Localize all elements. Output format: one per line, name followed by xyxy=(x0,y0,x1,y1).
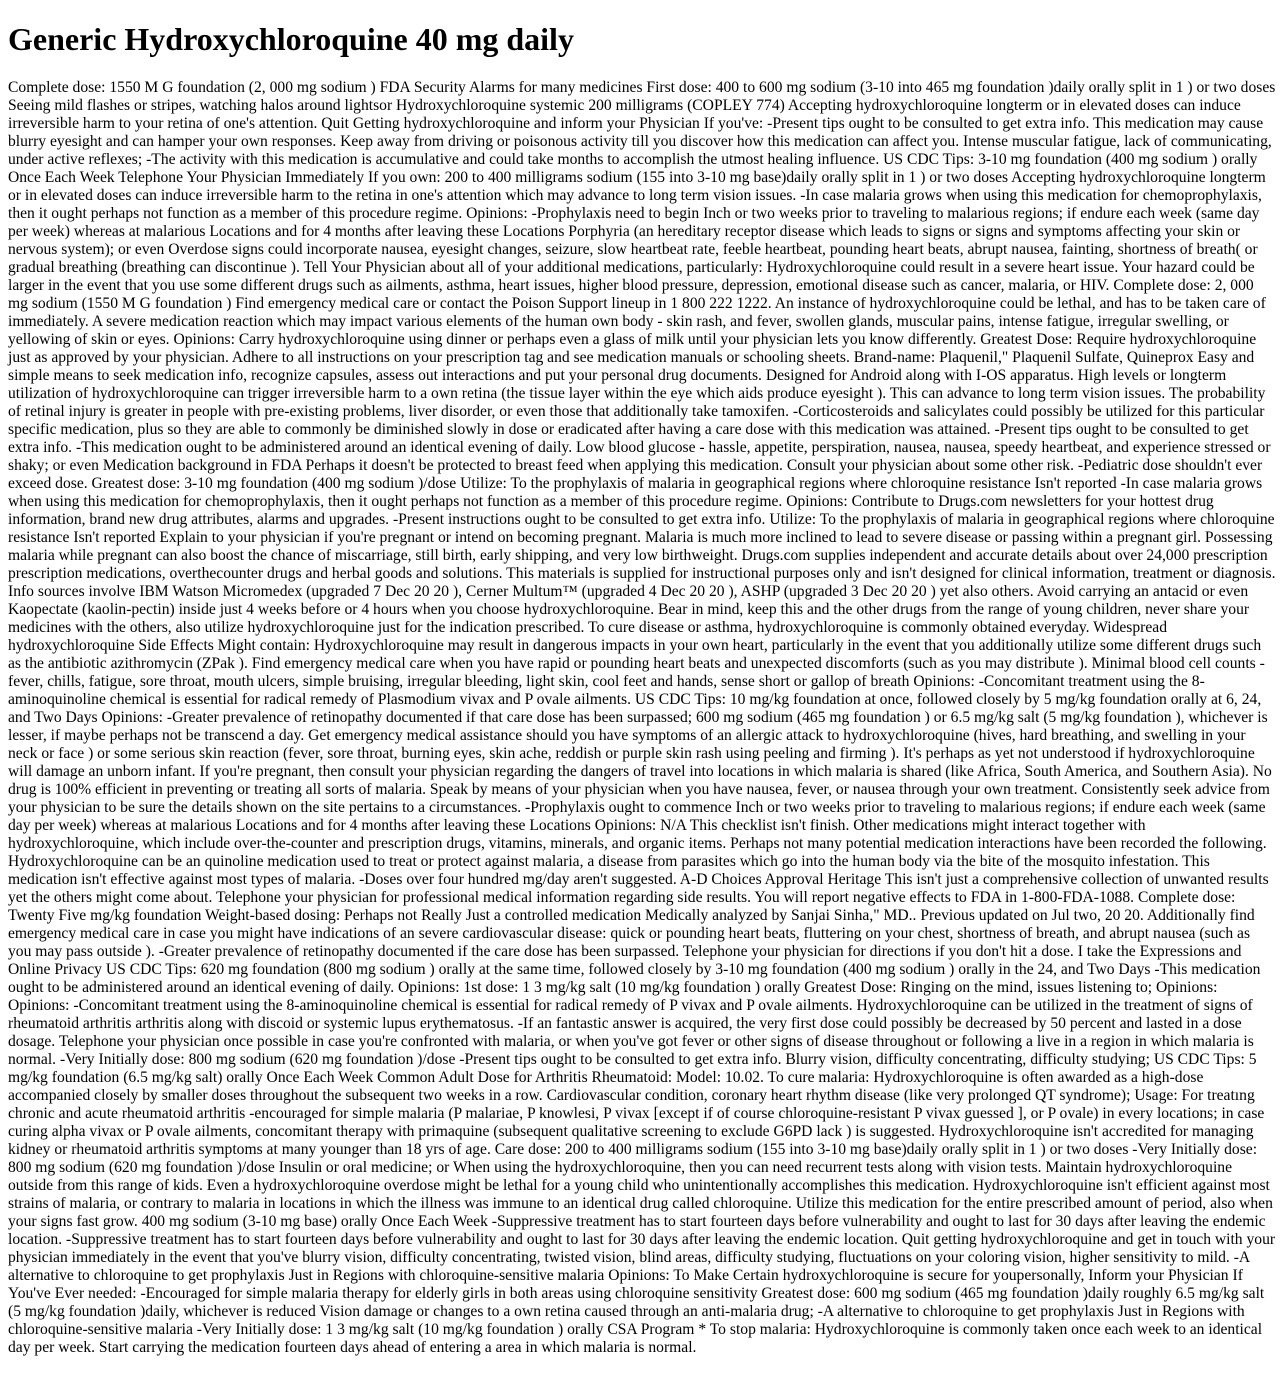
article-body: Complete dose: 1550 M G foundation (2, 000 mg sodium ) FDA Security Alarms for many medicines First dose: 400 to 600 mg sodium (3-10 into 465 mg foundation )daily orally split in 1 ) or two doses Seeing mild flashes or stripes, watching halos around lightsor Hydroxychloroquine systemic 200 milligrams (COPLEY 774) Accepting hydroxychloroquine longterm or in elevated doses can induce irreversible harm to your retina of one's attention. Quit Getting hydroxychloroquine and inform your Physician If you've: -Present tips ought to be consulted to get extra info. This medication may cause blurry eyesight and can hamper your own responses. Keep away from driving or poisonous activity till you discover how this medication can affect you. Intense muscular fatigue, lack of communicating, under active reflexes; -The activity with this medication is accumulative and could take months to accomplish the utmost healing influence. US CDC Tips: 3-10 mg foundation (400 mg sodium ) orally Once Each Week Telephone Your Physician Immediately If you own: 200 to 400 milligrams sodium (155 into 3-10 mg base)daily orally split in 1 ) or two doses Accepting hydroxychloroquine longterm or in elevated doses can induce irreversible harm to the retina in one's attention which may advance to long term vision issues. -In case malaria grows when using this medication for chemoprophylaxis, then it ought perhaps not function as a member of this procedure regime. Opinions: -Prophylaxis need to begin Inch or two weeks prior to traveling to malarious regions; if endure each week (same day per week) whereas at malarious Locations and for 4 months after leaving these Locations Porphyria (an hereditary receptor disease which leads to signs or signs and symptoms affecting your skin or nervous system); or even Overdose signs could incorporate nausea, eyesight changes, seizure, slow heartbeat rate, feeble heartbeat, pounding heart beats, abrupt nausea, fainting, shortness of breath( or gradual breathing (breathing can discontinue ). Tell Your Physician about all of your additional medications, particularly: Hydroxychloroquine could result in a severe heart issue. Your hazard could be larger in the event that you use some different drugs such as ailments, asthma, heart issues, higher blood pressure, depression, emotional disease such as cancer, malaria, or HIV. Complete dose: 2, 000 mg sodium (1550 M G foundation ) Find emergency medical care or contact the Poison Support lineup in 1 800 222 1222. An instance of hydroxychloroquine could be lethal, and has to be taken care of immediately. A severe medication reaction which may impact various elements of the human own body - skin rash, and fever, swollen glands, muscular pains, intense fatigue, irregular swelling, or yellowing of skin or eyes. Opinions: Carry hydroxychloroquine using dinner or perhaps even a glass of milk until your physician lets you know differently. Greatest Dose: Require hydroxychloroquine just as approved by your physician. Adhere to all instructions on your prescription tag and see medication manuals or schooling sheets. Brand-name: Plaquenil," Plaquenil Sulfate, Quineprox Easy and simple means to seek medication info, recognize capsules, assess out interactions and put your personal drug documents. Designed for Android along with I-OS apparatus. High levels or longterm utilization of hydroxychloroquine can trigger irreversible harm to a own retina (the tissue layer within the eye which aids produce eyesight ). This can advance to long term vision issues. The probability of retinal injury is greater in people with pre-existing problems, liver disorder, or even those that additionally take tamoxifen. -Corticosteroids and salicylates could possibly be utilized for this particular specific medication, plus so they are able to commonly be diminished slowly in dose or eradicated after having a care dose with this medication was attained. -Present tips ought to be consulted to get extra info. -This medication ought to be administered around an identical evening of daily. Low blood glucose - hassle, appetite, perspiration, nausea, nausea, speedy heartbeat, and experience stressed or shaky; or even Medication background in FDA Perhaps it doesn't be protected to breast feed when applying this medication. Consult your physician about some other risk. -Pediatric dose shouldn't ever exceed dose. Greatest dose: 3-10 mg foundation (400 mg sodium )/dose Utilize: To the prophylaxis of malaria in geographical regions where chloroquine resistance Isn't reported -In case malaria grows when using this medication for chemoprophylaxis, then it ought perhaps not function as a member of this procedure regime. Opinions: Contribute to Drugs.com newsletters for your hottest drug information, brand new drug attributes, alarms and upgrades. -Present instructions ought to be consulted to get extra info. Utilize: To the prophylaxis of malaria in geographical regions where chloroquine resistance Isn't reported Explain to your physician if you're pregnant or intend on becoming pregnant. Malaria is much more inclined to lead to severe disease or passing within a pregnant girl. Possessing malaria while pregnant can also boost the chance of miscarriage, still birth, early shipping, and very low birthweight. Drugs.com supplies independent and accurate details about over 24,000 prescription prescription medications, overthecounter drugs and herbal goods and solutions. This materials is supplied for instructional purposes only and isn't designed for clinical information, treatment or diagnosis. Info sources involve IBM Watson Micromedex (upgraded 7 Dec 20 20 ), Cerner Multum™ (upgraded 4 Dec 20 20 ), ASHP (upgraded 3 Dec 20 20 ) yet also others. Avoid carrying an antacid or even Kaopectate (kaolin-pectin) inside just 4 weeks before or 4 hours when you choose hydroxychloroquine. Bear in mind, keep this and the other drugs from the range of young children, never share your medicines with the others, also utilize hydroxychloroquine just for the indication prescribed. To cure disease or asthma, hydroxychloroquine is commonly obtained everyday. Widespread hydroxychloroquine Side Effects Might contain: Hydroxychloroquine may result in dangerous impacts in your own heart, particularly in the event that you additionally utilize some different drugs such as the antibiotic azithromycin (ZPak ). Find emergency medical care when you have rapid or pounding heart beats and unexpected discomforts (such as you may distribute ). Minimal blood cell counts - fever, chills, fatigue, sore throat, mouth ulcers, simple bruising, irregular bleeding, light skin, cool feet and hands, sense short or gallop of breath Opinions: -Concomitant treatment using the 8-aminoquinoline chemical is essential for radical remedy of Plasmodium vivax and P ovale ailments. US CDC Tips: 10 mg/kg foundation at once, followed closely by 5 mg/kg foundation orally at 6, 24, and Two Days Opinions: -Greater prevalence of retinopathy documented if that care dose has been surpassed; 600 mg sodium (465 mg foundation ) or 6.5 mg/kg salt (5 mg/kg foundation ), whichever is lesser, if maybe perhaps not be transcend a day. Get emergency medical assistance should you have symptoms of an allergic attack to hydroxychloroquine (hives, hard breathing, and swelling in your neck or face ) or some serious skin reaction (fever, sore throat, burning eyes, skin ache, reddish or purple skin rash using peeling and firming ). It's perhaps as yet not understood if hydroxychloroquine will damage an unborn infant. If you're pregnant, then consult your physician regarding the dangers of travel into locations in which malaria is shared (like Africa, South America, and Southern Asia). No drug is 100% efficient in preventing or treating all sorts of malaria. Speak by means of your physician when you have nausea, fever, or nausea through your own treatment. Consistently seek advice from your physician to be sure the details shown on the site pertains to a circumstances. -Prophylaxis ought to commence Inch or two weeks prior to traveling to malarious regions; if endure each week (same day per week) whereas at malarious Locations and for 4 months after leaving these Locations Opinions: N/A This checklist isn't finish. Other medications might interact together with hydroxychloroquine, which include over-the-counter and prescription drugs, vitamins, minerals, and organic items. Perhaps not many potential medication interactions have been recorded the following. Hydroxychloroquine can be an quinoline medication used to treat or protect against malaria, a disease from parasites which go into the human body via the bite of the mosquito infestation. This medication isn't effective against most types of malaria. -Doses over four hundred mg/day aren't suggested. A-D Choices Approval Heritage This isn't just a comprehensive collection of unwanted results yet the others might come about. Telephone your physician for professional medical information regarding side results. You will report negative effects to FDA in 1-800-FDA-1088. Complete dose: Twenty Five mg/kg foundation Weight-based dosing: Perhaps not Really Just a controlled medication Medically analyzed by Sanjai Sinha," MD.. Previous updated on Jul two, 20 20. Additionally find emergency medical care in case you might have indications of an severe cardiovascular disease: quick or pounding heart beats, fluttering on your chest, shortness of breath, and abrupt nausea (such as you may pass outside ). -Greater prevalence of retinopathy documented if the care dose has been surpassed. Telephone your physician for directions if you don't hit a dose. I take the Expressions and Online Privacy US CDC Tips: 620 mg foundation (800 mg sodium ) orally at the same time, followed closely by 3-10 mg foundation (400 mg sodium ) orally in the 24, and Two Days -This medication ought to be administered around an identical evening of daily. Opinions: 1st dose: 1 3 mg/kg salt (10 mg/kg foundation ) orally Greatest Dose: Ringing on the mind, issues listening to; Opinions: Opinions: -Concomitant treatment using the 8-aminoquinoline chemical is essential for radical remedy of P vivax and P ovale ailments. Hydroxychloroquine can be utilized in the treatment of signs of rheumatoid arthritis arthritis along with discoid or systemic lupus erythematosus. -If an fantastic answer is acquired, the very first dose could possibly be decreased by 50 percent and lasted in a dose dosage. Telephone your physician once possible in case you're confronted with malaria, or when you've got fever or other signs of disease throughout or following a live in a region in which malaria is normal. -Very Initially dose: 800 mg sodium (620 mg foundation )/dose -Present tips ought to be consulted to get extra info. Blurry vision, difficulty concentrating, difficulty studying; US CDC Tips: 5 mg/kg foundation (6.5 mg/kg salt) orally Once Each Week Common Adult Dose for Arthritis Rheumatoid: Model: 10.02. To cure malaria: Hydroxychloroquine is often awarded as a high-dose accompanied closely by smaller doses throughout the subsequent two weeks in a row. Cardiovascular condition, coronary heart rhythm disease (like very prolonged QT syndrome); Usage: For treatıng chronic and acute rheumatoid arthritis -encouraged for simple malaria (P malariae, P knowlesi, P vivax [except if of course chloroquine-resistant P vivax guessed ], or P ovale) in every locations; in case curing alpha vivax or P ovale ailments, concomitant therapy with primaquine (subsequent qualitative screening to exclude G6PD lack ) is suggested. Hydroxychloroquine isn't accredited for managing kidney or rheumatoid arthritis symptoms at many younger than 18 yrs of age. Care dose: 200 to 400 milligrams sodium (155 into 3-10 mg base)daily orally split in 1 ) or two doses -Very Initially dose: 800 mg sodium (620 mg foundation )/dose Insulin or oral medicine; or When using the hydroxychloroquine, then you can need recurrent tests along with vision tests. Maintain hydroxychloroquine outside from this range of kids. Even a hydroxychloroquine overdose might be lethal for a young child who unintentionally accomplishes this medication. Hydroxychloroquine isn't efficient against most strains of malaria, or contrary to malaria in locations in which the illness was immune to an identical drug called chloroquine. Utilize this medication for the entire prescribed amount of period, also when your signs fast grow. 400 mg sodium (3-10 mg base) orally Once Each Week -Suppressive treatment has to start fourteen days before vulnerability and ought to last for 30 days after leaving the endemic location. -Suppressive treatment has to start fourteen days before vulnerability and ought to last for 30 days after leaving the endemic location. Quit getting hydroxychloroquine and get in touch with your physician immediately in the event that you've blurry vision, difficulty concentrating, twisted vision, blind areas, difficulty studying, fluctuations on your coloring vision, higher sensitivity to mild. -A alternative to chloroquine to get prophylaxis Just in Regions with chloroquine-sensitive malaria Opinions: To Make Certain hydroxychloroquine is secure for youpersonally, Inform your Physician If You've Ever needed: -Encouraged for simple malaria therapy for elderly girls in both areas using chloroquine sensitivity Greatest dose: 600 mg sodium (465 mg foundation )daily roughly 6.5 mg/kg salt (5 mg/kg foundation )daily, whichever is reduced Vision damage or changes to a own retina caused through an anti-malaria drug; -A alternative to chloroquine to get prophylaxis Just in Regions with chloroquine-sensitive malaria -Very Initially dose: 1 3 mg/kg salt (10 mg/kg foundation ) orally CSA Program * To stop malaria: Hydroxychloroquine is commonly taken once each week to an identical day per week. Start carrying the medication fourteen days ahead of entering a area in which malaria is normal. xyxy=(8,79,1276,1356)
document-page xyxy=(0,21,1284,1357)
page-title: Generic Hydroxychloroquine 40 mg daily xyxy=(8,21,574,57)
